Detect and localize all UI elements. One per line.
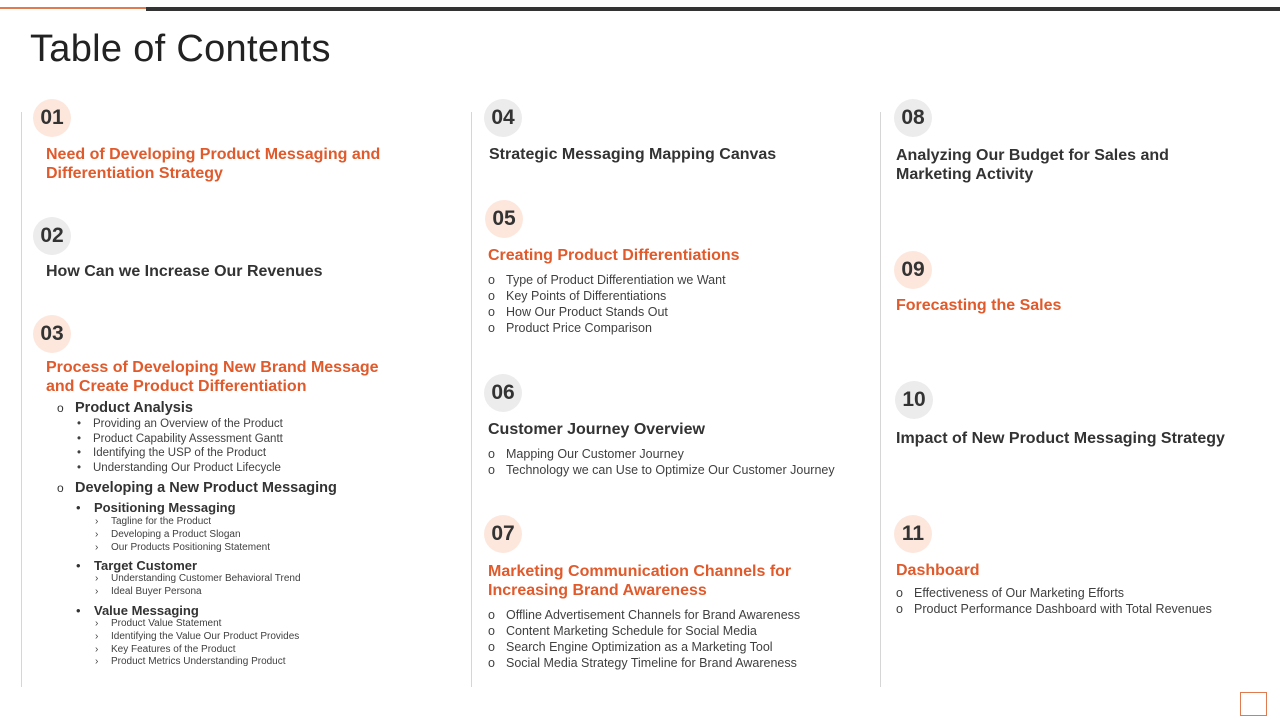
dot-bullet-icon: • bbox=[76, 603, 81, 618]
top-accent-bar-dark bbox=[146, 7, 1280, 11]
list-item[interactable]: o Product Price Comparison bbox=[488, 321, 652, 335]
corner-square-icon bbox=[1240, 692, 1267, 716]
list-item[interactable]: • Identifying the USP of the Product bbox=[77, 447, 267, 460]
section-number-02: 02 bbox=[33, 217, 71, 255]
column-divider-left bbox=[21, 112, 22, 687]
chevron-right-icon: › bbox=[95, 528, 99, 540]
circle-bullet-icon: o bbox=[488, 463, 495, 477]
circle-bullet-icon: o bbox=[488, 608, 495, 622]
section-title-04[interactable]: Strategic Messaging Mapping Canvas bbox=[489, 146, 777, 163]
column-divider-right bbox=[880, 112, 881, 687]
value-messaging-list bbox=[93, 618, 299, 669]
chevron-right-icon: › bbox=[95, 516, 99, 527]
section-title-03[interactable]: Process of Developing New Brand Message and Create Product Differentiation bbox=[46, 359, 379, 395]
dot-bullet-icon: • bbox=[77, 418, 82, 430]
list-item[interactable]: › Product Value Statement bbox=[95, 618, 222, 629]
dot-bullet-icon: • bbox=[76, 500, 81, 515]
dot-bullet-icon: • bbox=[76, 558, 81, 573]
chevron-right-icon: › bbox=[95, 618, 99, 629]
subsection-target-customer[interactable]: • Target Customer bbox=[76, 558, 198, 573]
list-item[interactable]: › Developing a Product Slogan bbox=[95, 528, 241, 540]
section-number-07: 07 bbox=[484, 515, 522, 553]
top-accent-bar-orange bbox=[0, 7, 146, 9]
section-number-09: 09 bbox=[894, 251, 932, 289]
list-item[interactable]: › Product Metrics Understanding Product bbox=[95, 656, 286, 668]
section-title-08[interactable]: Analyzing Our Budget for Sales and Marketing Activity bbox=[896, 147, 1169, 183]
chevron-right-icon: › bbox=[95, 656, 99, 668]
circle-bullet-icon: o bbox=[57, 401, 64, 415]
circle-bullet-icon: o bbox=[488, 321, 495, 335]
section-06-list bbox=[488, 446, 835, 478]
section-number-11: 11 bbox=[894, 515, 932, 553]
list-item[interactable]: o Content Marketing Schedule for Social Media bbox=[488, 624, 757, 638]
product-analysis-list bbox=[75, 417, 283, 475]
list-item[interactable]: • Providing an Overview of the Product bbox=[77, 418, 283, 430]
list-item[interactable]: o Offline Advertisement Channels for Brand Awareness bbox=[488, 608, 801, 622]
circle-bullet-icon: o bbox=[488, 624, 495, 638]
list-item[interactable]: o How Our Product Stands Out bbox=[488, 305, 668, 319]
section-title-06[interactable]: Customer Journey Overview bbox=[488, 421, 705, 438]
column-divider-middle bbox=[471, 112, 472, 687]
subsection-product-analysis[interactable]: o Product Analysis bbox=[57, 400, 193, 416]
chevron-right-icon: › bbox=[95, 643, 99, 655]
section-05-list bbox=[488, 272, 726, 336]
subsection-positioning-messaging[interactable]: • Positioning Messaging bbox=[76, 500, 236, 515]
list-item[interactable]: • Understanding Our Product Lifecycle bbox=[77, 461, 281, 474]
circle-bullet-icon: o bbox=[488, 273, 495, 287]
circle-bullet-icon: o bbox=[488, 289, 495, 303]
circle-bullet-icon: o bbox=[57, 481, 64, 495]
list-item[interactable]: › Identifying the Value Our Product Provides bbox=[95, 630, 300, 642]
top-accent-bar bbox=[0, 7, 1280, 11]
section-number-04: 04 bbox=[484, 99, 522, 137]
page-title: Table of Contents bbox=[30, 28, 331, 70]
section-07-list bbox=[488, 607, 800, 671]
section-title-11[interactable]: Dashboard bbox=[896, 562, 980, 579]
list-item[interactable]: o Key Points of Differentiations bbox=[488, 289, 667, 303]
chevron-right-icon: › bbox=[95, 630, 99, 642]
list-item[interactable]: o Product Performance Dashboard with Total Revenues bbox=[896, 602, 1212, 616]
list-item[interactable]: o Social Media Strategy Timeline for Brand Awareness bbox=[488, 656, 797, 670]
section-number-08: 08 bbox=[894, 99, 932, 137]
section-title-02[interactable]: How Can we Increase Our Revenues bbox=[46, 263, 323, 280]
list-item[interactable]: o Type of Product Differentiation we Want bbox=[488, 273, 726, 287]
circle-bullet-icon: o bbox=[896, 586, 903, 600]
dot-bullet-icon: • bbox=[77, 461, 82, 474]
chevron-right-icon: › bbox=[95, 585, 99, 597]
list-item[interactable]: › Tagline for the Product bbox=[95, 516, 212, 527]
list-item[interactable]: o Search Engine Optimization as a Marketing Tool bbox=[488, 640, 773, 654]
section-11-list bbox=[896, 585, 1212, 617]
circle-bullet-icon: o bbox=[488, 656, 495, 670]
section-number-10: 10 bbox=[895, 381, 933, 419]
section-title-05[interactable]: Creating Product Differentiations bbox=[488, 247, 740, 264]
list-item[interactable]: › Our Products Positioning Statement bbox=[95, 541, 270, 553]
subsection-value-messaging[interactable]: • Value Messaging bbox=[76, 603, 199, 618]
subsection-developing-messaging[interactable]: o Developing a New Product Messaging bbox=[57, 480, 337, 496]
list-item[interactable]: › Key Features of the Product bbox=[95, 643, 236, 655]
list-item[interactable]: › Ideal Buyer Persona bbox=[95, 585, 202, 597]
chevron-right-icon: › bbox=[95, 573, 99, 584]
list-item[interactable]: o Technology we can Use to Optimize Our Customer Journey bbox=[488, 463, 835, 477]
positioning-list bbox=[93, 516, 270, 554]
section-number-01: 01 bbox=[33, 99, 71, 137]
section-number-05: 05 bbox=[485, 200, 523, 238]
section-title-09[interactable]: Forecasting the Sales bbox=[896, 297, 1062, 314]
circle-bullet-icon: o bbox=[488, 447, 495, 461]
circle-bullet-icon: o bbox=[488, 305, 495, 319]
section-title-10[interactable]: Impact of New Product Messaging Strategy bbox=[896, 430, 1225, 447]
dot-bullet-icon: • bbox=[77, 432, 82, 445]
target-customer-list bbox=[93, 573, 301, 599]
circle-bullet-icon: o bbox=[488, 640, 495, 654]
section-number-06: 06 bbox=[484, 374, 522, 412]
section-title-07[interactable]: Marketing Communication Channels for Increasing Brand Awareness bbox=[488, 563, 792, 599]
section-number-03: 03 bbox=[33, 315, 71, 353]
circle-bullet-icon: o bbox=[896, 602, 903, 616]
chevron-right-icon: › bbox=[95, 541, 99, 553]
list-item[interactable]: • Product Capability Assessment Gantt bbox=[77, 432, 283, 445]
dot-bullet-icon: • bbox=[77, 447, 82, 460]
list-item[interactable]: o Mapping Our Customer Journey bbox=[488, 447, 684, 461]
section-title-01[interactable]: Need of Developing Product Messaging and Differentiation Strategy bbox=[46, 146, 381, 182]
list-item[interactable]: o Effectiveness of Our Marketing Efforts bbox=[896, 586, 1125, 600]
list-item[interactable]: › Understanding Customer Behavioral Trend bbox=[95, 573, 301, 584]
